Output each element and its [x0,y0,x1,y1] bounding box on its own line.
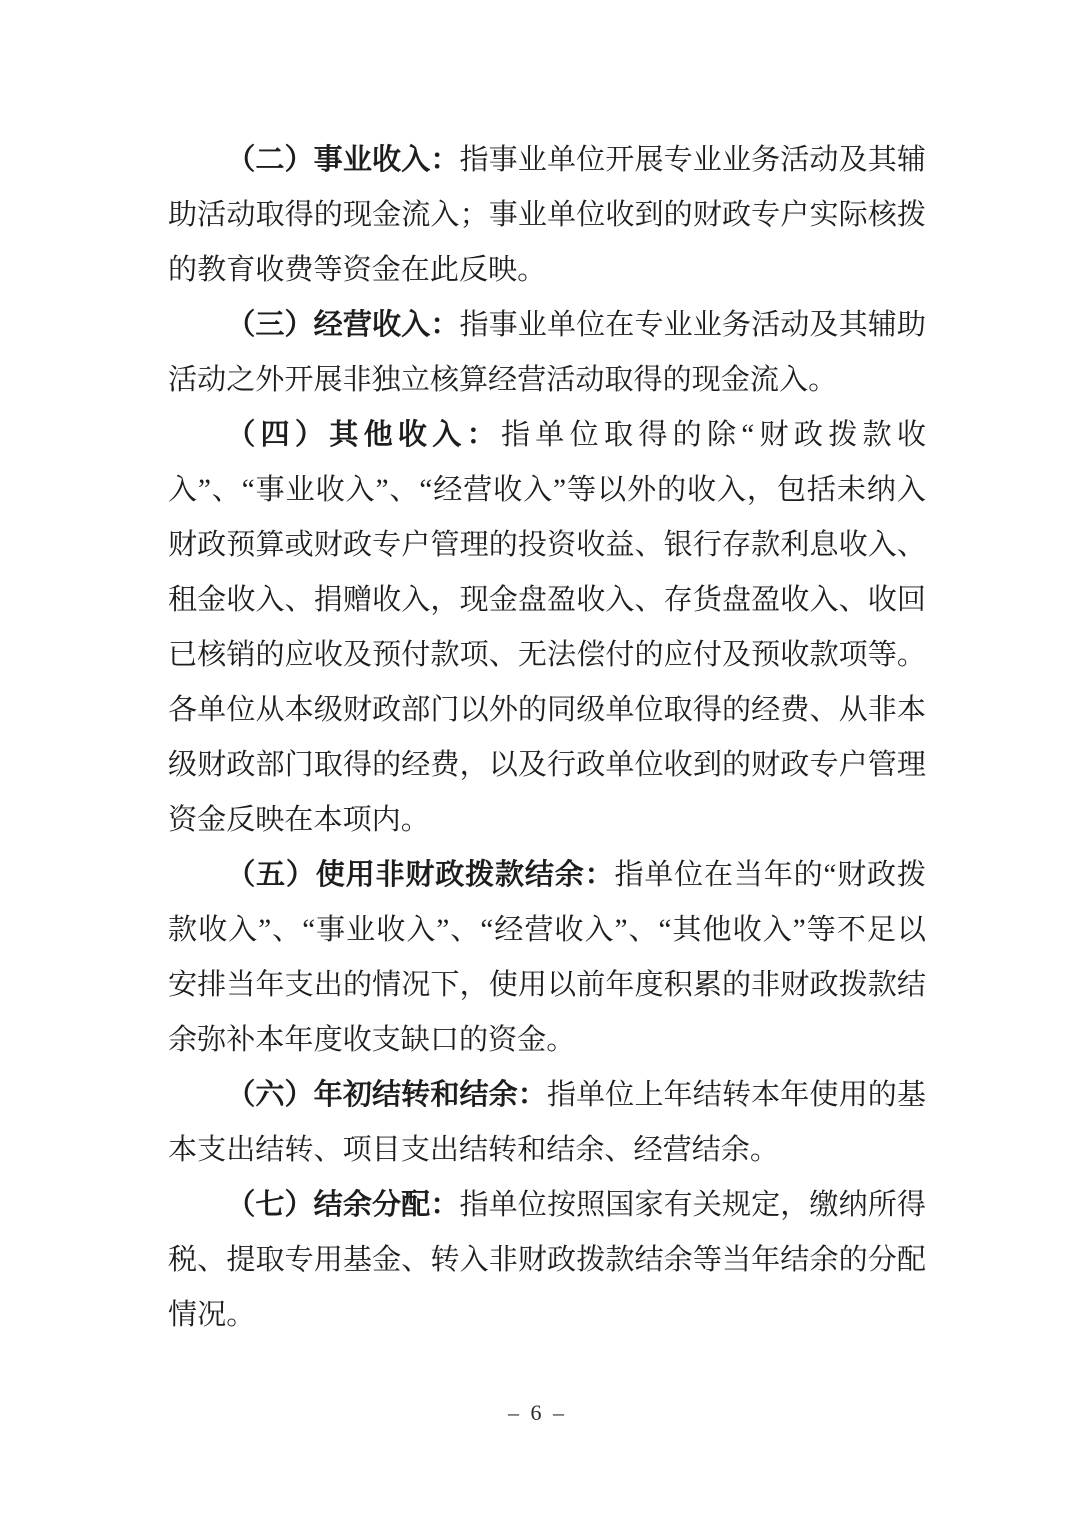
paragraph-item-7-text: 指单位按照国家有关规定，缴纳所得税、提取专用基金、转入非财政拨款结余等当年结余的分配情况。 [168,1189,927,1331]
paragraph-item-2 [168,133,926,298]
paragraph-item-7 [168,1178,926,1343]
paragraph-item-2-text: 指事业单位开展专业业务活动及其辅助活动取得的现金流入；事业单位收到的财政专户实际核拨的教育收费等资金在此反映。 [168,144,927,286]
document-body [168,133,926,1343]
paragraph-item-6-heading: （六）年初结转和结余： [226,1079,547,1111]
paragraph-item-6-text: 指单位上年结转本年使用的基本支出结转、项目支出结转和结余、经营结余。 [168,1079,927,1166]
paragraph-item-7-heading: （七）结余分配： [226,1189,460,1221]
paragraph-item-3-text: 指事业单位在专业业务活动及其辅助活动之外开展非独立核算经营活动取得的现金流入。 [168,309,927,396]
paragraph-item-6 [168,1068,926,1178]
paragraph-item-4-text: 指单位取得的除“财政拨款收入”、“事业收入”、“经营收入”等以外的收入，包括未纳入财政预算或财政专户管理的投资收益、银行存款利息收入、租金收入、捐赠收入，现金盘盈收入、存货盘盈收入、收回已核销的应收及预付款项、无法偿付的应付及预收款项等。各单位从本级财政部门以外的同级单位取得的经费、从非本级财政部门取得的经费，以及行政单位收到的财政专户管理资金反映在本项内。 [168,419,927,836]
paragraph-item-3-heading: （三）经营收入： [226,309,460,341]
paragraph-item-4-heading: （四）其他收入： [226,419,501,451]
paragraph-item-5-heading: （五）使用非财政拨款结余： [226,859,615,891]
page-number: – 6 – [508,1400,567,1425]
paragraph-item-5 [168,848,926,1068]
paragraph-item-3 [168,298,926,408]
paragraph-item-2-heading: （二）事业收入： [226,144,460,176]
paragraph-item-5-text: 指单位在当年的“财政拨款收入”、“事业收入”、“经营收入”、“其他收入”等不足以安排当年支出的情况下，使用以前年度积累的非财政拨款结余弥补本年度收支缺口的资金。 [168,859,926,1056]
paragraph-item-4 [168,408,926,848]
